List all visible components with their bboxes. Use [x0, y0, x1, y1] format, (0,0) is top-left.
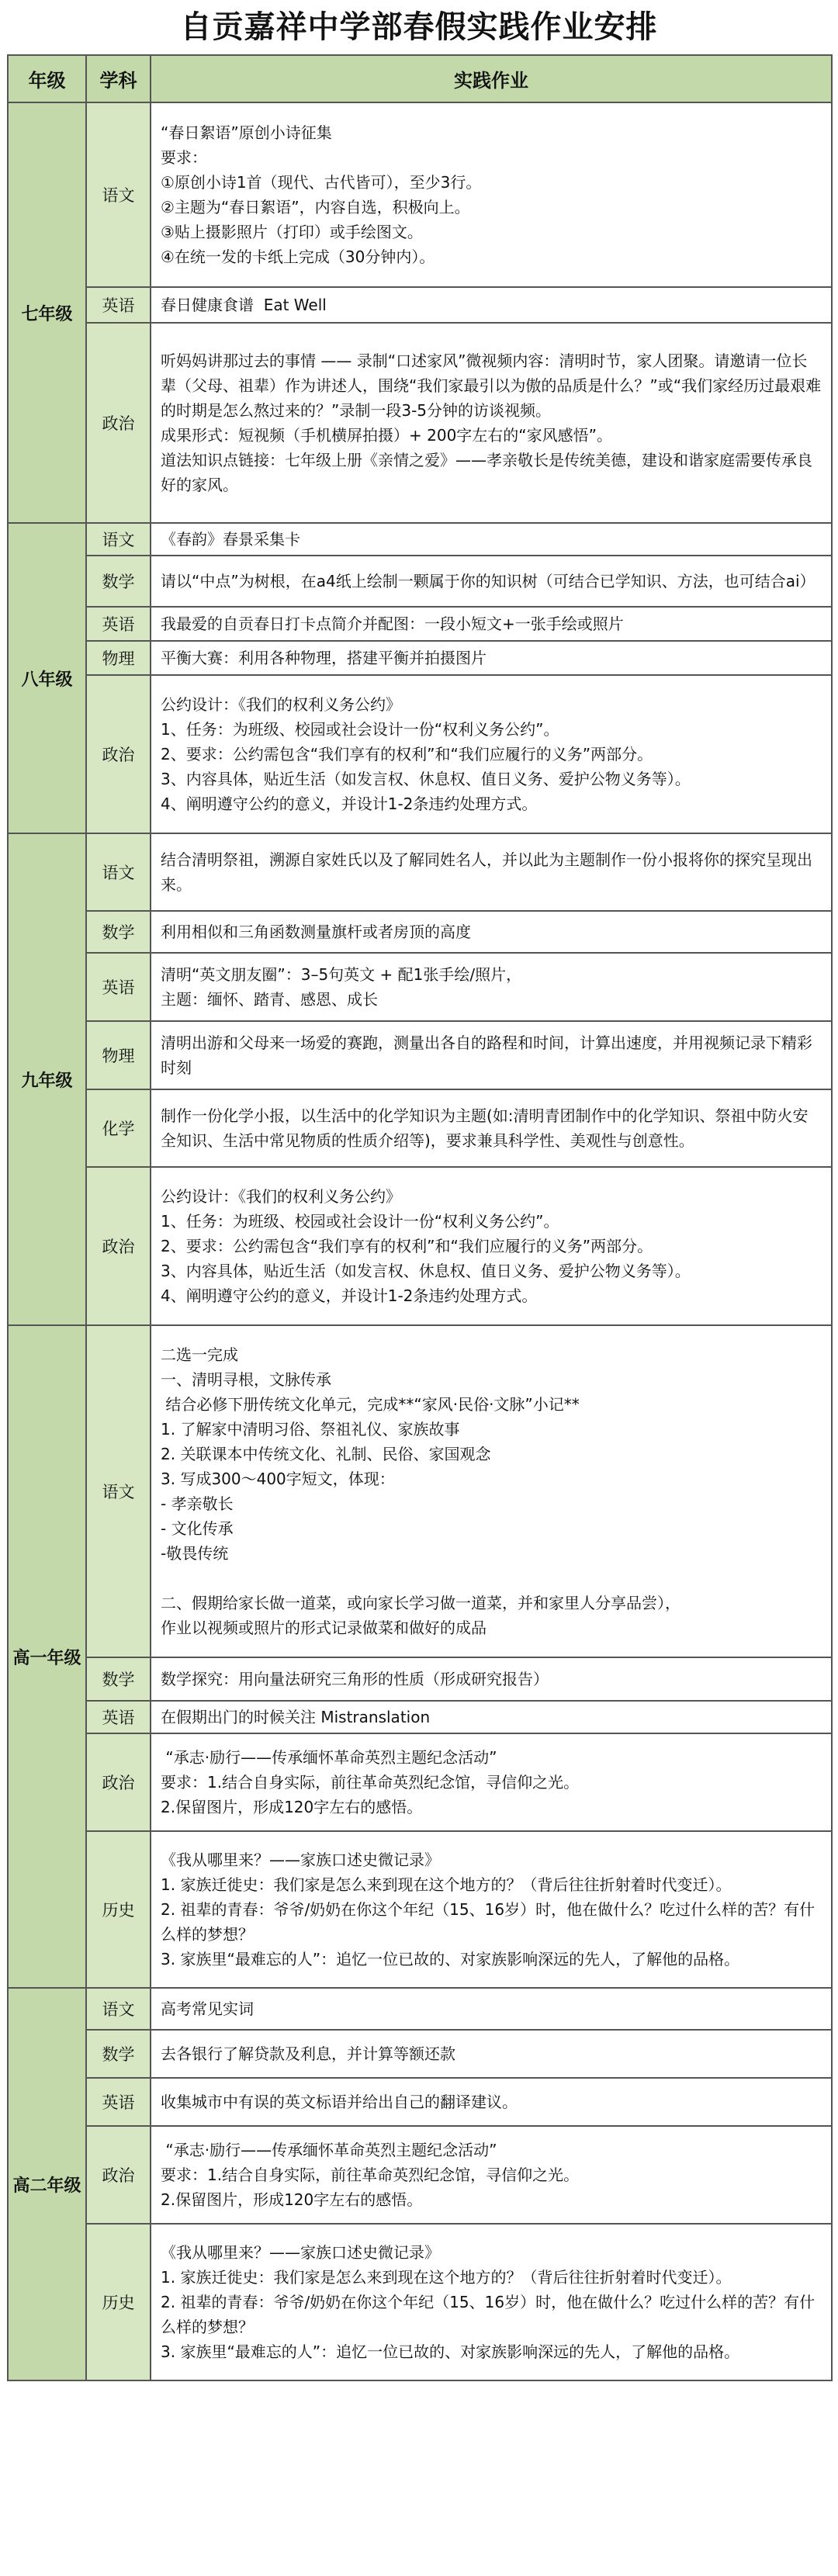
subject-cell: 语文: [86, 833, 151, 911]
work-line: 在假期出门的时候关注 Mistranslation: [161, 1708, 431, 1726]
work-line: 去各银行了解贷款及利息，并计算等额还款: [161, 2045, 455, 2063]
work-line: 公约设计：《我们的权利义务公约》: [161, 695, 401, 714]
work-line: 二、假期给家长做一道菜，或向家长学习做一道菜，并和家里人分享品尝），: [161, 1594, 680, 1612]
work-line: 要求：1.结合自身实际，前往革命英烈纪念馆，寻信仰之光。: [161, 1773, 580, 1792]
table-row: [8, 1831, 832, 1988]
subject-cell: 英语: [86, 1701, 151, 1733]
subject-cell: 政治: [86, 1167, 151, 1325]
grade-cell: 高二年级: [8, 1988, 86, 2380]
work-line: 成果形式：短视频（手机横屏拍摄）+ 200字左右的“家风感悟”。: [161, 426, 613, 445]
work-line: 3、内容具体，贴近生活（如发言权、休息权、值日义务、爱护公物义务等）。: [161, 1262, 691, 1280]
subject-cell: 语文: [86, 1988, 151, 2030]
work-line: 3、内容具体，贴近生活（如发言权、休息权、值日义务、爱护公物义务等）。: [161, 770, 691, 788]
page-title: 自贡嘉祥中学部春假实践作业安排: [180, 9, 658, 45]
work-line: 清明“英文朋友圈”：3–5句英文 + 配1张手绘/照片，: [161, 965, 522, 984]
subject-cell: 物理: [86, 641, 151, 675]
work-line: 1. 了解家中清明习俗、祭祖礼仪、家族故事: [161, 1420, 460, 1439]
subject-cell: 政治: [86, 2126, 151, 2224]
work-line: ①原创小诗1首（现代、古代皆可），至少3行。: [161, 173, 482, 192]
table-row: [8, 1733, 832, 1831]
work-line: 2. 祖辈的青春：爷爷/奶奶在你这个年纪（15、16岁）时，他在做什么？吃过什么样的苦？有什么样的梦想？: [161, 2293, 815, 2336]
work-line: 2.保留图片，形成120字左右的感悟。: [161, 2190, 423, 2209]
work-line: 二选一完成: [161, 1345, 238, 1364]
work-line: 要求：1.结合自身实际，前往革命英烈纪念馆，寻信仰之光。: [161, 2166, 580, 2184]
subject-cell: 历史: [86, 1831, 151, 1988]
subject-cell: 历史: [86, 2224, 151, 2380]
work-line: ④在统一发的卡纸上完成（30分钟内）。: [161, 248, 435, 266]
table-row: [8, 523, 832, 556]
work-line: 一、清明寻根，文脉传承: [161, 1370, 331, 1389]
work-line: 高考常见实词: [161, 2000, 254, 2018]
work-line: 公约设计：《我们的权利义务公约》: [161, 1187, 401, 1206]
work-line: 2.保留图片，形成120字左右的感悟。: [161, 1798, 423, 1816]
work-line: 春日健康食谱 Eat Well: [161, 296, 327, 314]
work-cell: [151, 556, 832, 607]
grade-cell: 八年级: [8, 523, 86, 833]
table-row: [8, 1701, 832, 1733]
homework-table: [7, 54, 833, 2381]
work-cell: [151, 2126, 832, 2224]
grade-cell: 九年级: [8, 833, 86, 1325]
header-row: [8, 55, 832, 102]
work-line: - 孝亲敬长: [161, 1494, 234, 1513]
table-row: [8, 675, 832, 833]
table-row: [8, 1021, 832, 1089]
table-row: [8, 953, 832, 1021]
work-line: 我最爱的自贡春日打卡点简介并配图：一段小短文+一张手绘或照片: [161, 615, 624, 633]
subject-cell: 英语: [86, 2078, 151, 2126]
table-row: [8, 556, 832, 607]
table-row: [8, 1167, 832, 1325]
work-line: 《我从哪里来？——家族口述史微记录》: [161, 1851, 440, 1869]
work-line: 3. 家族里“最难忘的人”：追忆一位已故的、对家族影响深远的先人，了解他的品格。: [161, 2342, 740, 2361]
work-line: 结合必修下册传统文化单元，完成**“家风·民俗·文脉”小记**: [161, 1395, 580, 1414]
subject-cell: 语文: [86, 523, 151, 556]
work-line: 《春韵》春景采集卡: [161, 530, 300, 549]
work-line: 1、任务：为班级、校园或社会设计一份“权利义务公约”。: [161, 1212, 559, 1231]
table-row: [8, 323, 832, 523]
work-cell: [151, 1988, 832, 2030]
subject-cell: 政治: [86, 1733, 151, 1831]
work-line: 2. 祖辈的青春：爷爷/奶奶在你这个年纪（15、16岁）时，他在做什么？吃过什么样的苦？有什么样的梦想？: [161, 1900, 815, 1944]
work-line: 作业以视频或照片的形式记录做菜和做好的成品: [161, 1619, 487, 1637]
table-row: [8, 287, 832, 323]
work-cell: [151, 1021, 832, 1089]
table-row: [8, 607, 832, 641]
table-row: [8, 2126, 832, 2224]
subject-cell: 数学: [86, 2030, 151, 2078]
work-cell: [151, 523, 832, 556]
work-line: [161, 1566, 822, 1591]
work-cell: [151, 2224, 832, 2380]
subject-cell: 英语: [86, 607, 151, 641]
work-line: 制作一份化学小报，以生活中的化学知识为主题(如:清明青团制作中的化学知识、祭祖中防火安全知识、生活中常见物质的性质介绍等)，要求兼具科学性、美观性与创意性。: [161, 1106, 809, 1150]
header-subject: 学科: [86, 55, 151, 102]
table-row: [8, 102, 832, 287]
table-row: [8, 833, 832, 911]
table-row: [8, 641, 832, 675]
work-line: 主题：缅怀、踏青、感恩、成长: [161, 990, 378, 1009]
work-cell: [151, 953, 832, 1021]
work-line: 要求：: [161, 148, 207, 167]
work-cell: [151, 1831, 832, 1988]
work-line: 清明出游和父母来一场爱的赛跑，测量出各自的路程和时间，计算出速度，并用视频记录下精彩时刻: [161, 1034, 812, 1077]
subject-cell: 英语: [86, 953, 151, 1021]
work-line: “承志·励行——传承缅怀革命英烈主题纪念活动”: [161, 2141, 497, 2159]
work-cell: [151, 911, 832, 953]
subject-cell: 数学: [86, 1657, 151, 1701]
work-cell: [151, 287, 832, 323]
work-line: “承志·励行——传承缅怀革命英烈主题纪念活动”: [161, 1748, 497, 1767]
work-cell: [151, 1733, 832, 1831]
subject-cell: 数学: [86, 911, 151, 953]
work-line: 4、阐明遵守公约的意义，并设计1-2条违约处理方式。: [161, 1286, 538, 1305]
work-cell: [151, 102, 832, 287]
table-row: [8, 1089, 832, 1167]
subject-cell: 政治: [86, 323, 151, 523]
work-line: 结合清明祭祖，溯源自家姓氏以及了解同姓名人，并以此为主题制作一份小报将你的探究呈现出来。: [161, 850, 812, 894]
header-work: 实践作业: [151, 55, 832, 102]
table-row: [8, 1325, 832, 1657]
subject-cell: 数学: [86, 556, 151, 607]
table-row: [8, 2224, 832, 2380]
work-line: ②主题为“春日絮语”，内容自选，积极向上。: [161, 198, 470, 216]
grade-cell: 高一年级: [8, 1325, 86, 1988]
work-cell: [151, 1089, 832, 1167]
work-cell: [151, 833, 832, 911]
work-line: 4、阐明遵守公约的意义，并设计1-2条违约处理方式。: [161, 795, 538, 813]
work-cell: [151, 1167, 832, 1325]
work-line: 1、任务：为班级、校园或社会设计一份“权利义务公约”。: [161, 720, 559, 739]
table-row: [8, 911, 832, 953]
work-line: 听妈妈讲那过去的事情 —— 录制“口述家风”微视频内容：清明时节，家人团聚。请邀请一位长辈（父母、祖辈）作为讲述人，围绕“我们家最引以为傲的品质是什么？”或“我们家经历过最艰难的时期是怎么熬过来的？”录制一段3-5分钟的访谈视频。: [161, 351, 822, 420]
table-row: [8, 1988, 832, 2030]
work-line: 3. 写成300～400字短文，体现：: [161, 1470, 395, 1488]
work-cell: [151, 1325, 832, 1657]
work-line: -敬畏传统: [161, 1544, 229, 1563]
work-cell: [151, 641, 832, 675]
header-grade: 年级: [8, 55, 86, 102]
table-row: [8, 2078, 832, 2126]
work-line: 1. 家族迁徙史：我们家是怎么来到现在这个地方的？（背后往往折射着时代变迁）。: [161, 2268, 732, 2287]
work-line: 请以“中点”为树根，在a4纸上绘制一颗属于你的知识树（可结合已学知识、方法，也可结合ai）: [161, 572, 815, 590]
work-cell: [151, 2030, 832, 2078]
work-line: - 文化传承: [161, 1519, 234, 1538]
work-cell: [151, 2078, 832, 2126]
work-cell: [151, 1657, 832, 1701]
work-cell: [151, 675, 832, 833]
subject-cell: 英语: [86, 287, 151, 323]
work-line: 《我从哪里来？——家族口述史微记录》: [161, 2243, 440, 2262]
subject-cell: 化学: [86, 1089, 151, 1167]
work-line: 2、要求：公约需包含“我们享有的权利”和“我们应履行的义务”两部分。: [161, 1237, 653, 1255]
table-row: [8, 1657, 832, 1701]
work-line: 道法知识点链接：七年级上册《亲情之爱》——孝亲敬长是传统美德，建设和谐家庭需要传承良好的家风。: [161, 451, 812, 494]
work-line: 数学探究：用向量法研究三角形的性质（形成研究报告）: [161, 1670, 549, 1688]
work-line: 3. 家族里“最难忘的人”：追忆一位已故的、对家族影响深远的先人，了解他的品格。: [161, 1950, 740, 1968]
work-cell: [151, 607, 832, 641]
work-line: 收集城市中有误的英文标语并给出自己的翻译建议。: [161, 2093, 518, 2111]
grade-cell: 七年级: [8, 102, 86, 523]
work-cell: [151, 1701, 832, 1733]
work-line: ③贴上摄影照片（打印）或手绘图文。: [161, 223, 423, 241]
work-line: 平衡大赛：利用各种物理，搭建平衡并拍摄图片: [161, 649, 487, 667]
subject-cell: 物理: [86, 1021, 151, 1089]
work-line: 1. 家族迁徙史：我们家是怎么来到现在这个地方的？（背后往往折射着时代变迁）。: [161, 1875, 732, 1894]
table-row: [8, 2030, 832, 2078]
subject-cell: 语文: [86, 102, 151, 287]
work-line: 2、要求：公约需包含“我们享有的权利”和“我们应履行的义务”两部分。: [161, 745, 653, 763]
work-line: “春日絮语”原创小诗征集: [161, 123, 332, 142]
work-line: 利用相似和三角函数测量旗杆或者房顶的高度: [161, 923, 471, 941]
work-line: 2. 关联课本中传统文化、礼制、民俗、家国观念: [161, 1445, 491, 1463]
subject-cell: 语文: [86, 1325, 151, 1657]
subject-cell: 政治: [86, 675, 151, 833]
work-cell: [151, 323, 832, 523]
